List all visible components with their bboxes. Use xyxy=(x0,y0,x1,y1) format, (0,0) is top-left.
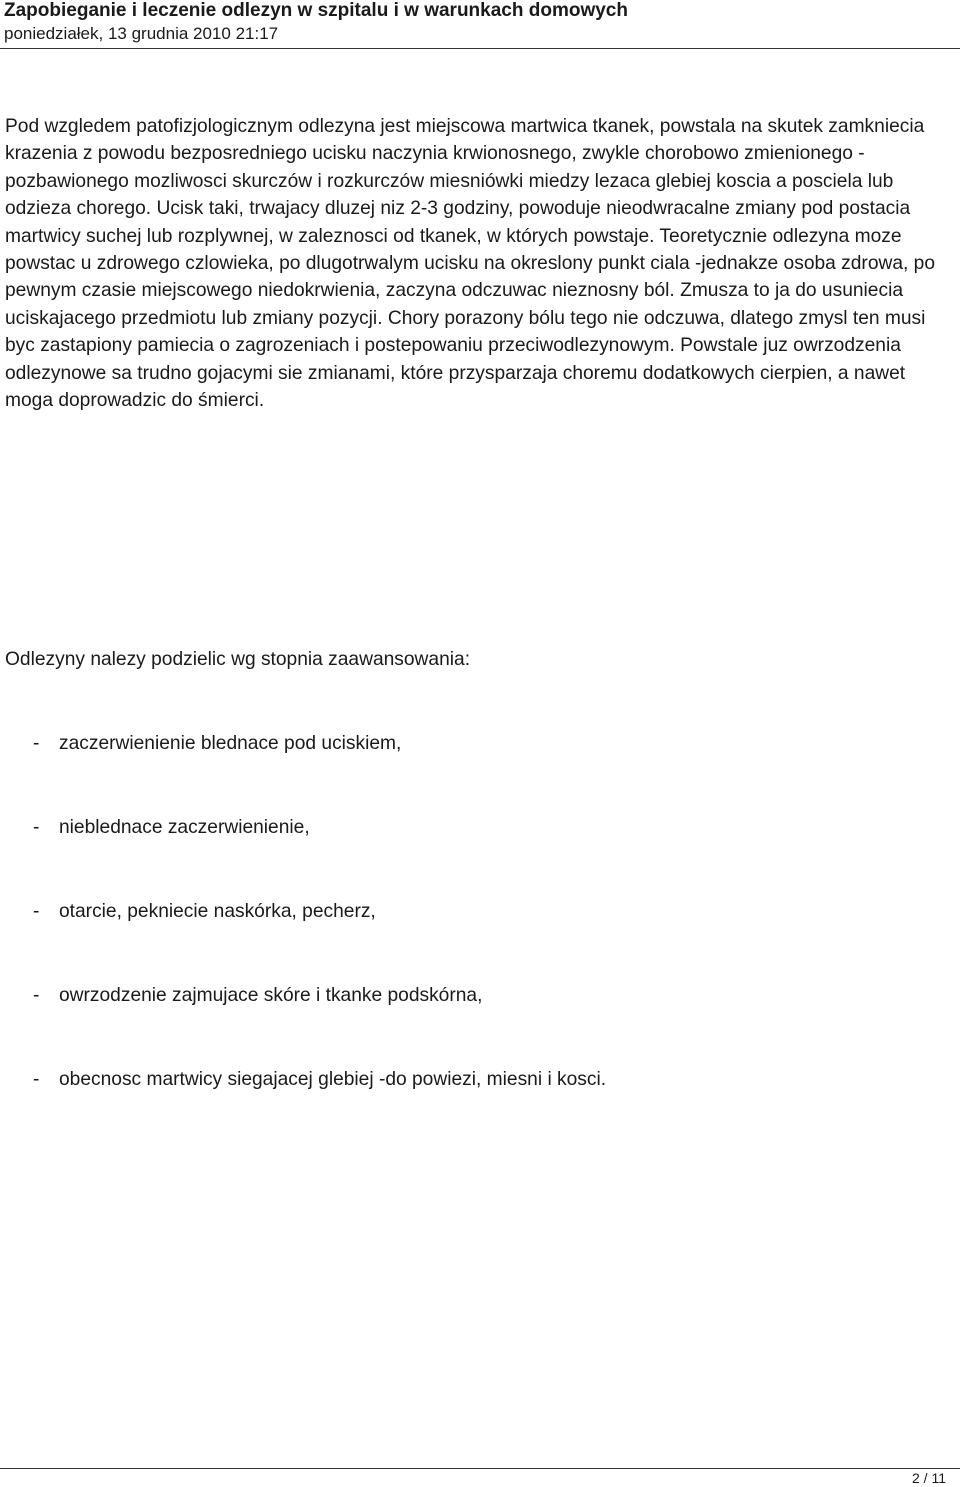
list-item xyxy=(5,1066,606,1093)
footer-divider xyxy=(0,1468,960,1469)
list-dash: - xyxy=(33,985,40,1006)
list-item-text: owrzodzenie zajmujace skóre i tkanke podskórna, xyxy=(59,985,483,1006)
header-divider xyxy=(0,48,960,49)
list-dash: - xyxy=(33,1069,40,1090)
list-dash: - xyxy=(33,733,40,754)
list-dash: - xyxy=(33,901,40,922)
document-title: Zapobieganie i leczenie odlezyn w szpitalu i w warunkach domowych xyxy=(4,0,628,21)
list-item-text: otarcie, pekniecie naskórka, pecherz, xyxy=(59,901,376,922)
body-paragraph: Pod wzgledem patofizjologicznym odlezyna jest miejscowa martwica tkanek, powstala na skutek zamkniecia krazenia z powodu bezposredniego ucisku naczynia krwionosnego, zwykle chorobowo zmienionego -pozbawionego mozliwosci skurczów i rozkurczów miesniówki miedzy lezaca glebiej koscia a posciela lub odzieza chorego. Ucisk taki, trwajacy dluzej niz 2-3 godziny, powoduje nieodwracalne zmiany pod postacia martwicy suchej lub rozplywnej, w zaleznosci od tkanek, w których powstaje. Teoretycznie odlezyna moze powstac u zdrowego czlowieka, po dlugotrwalym ucisku na okreslony punkt ciala -jednakze osoba zdrowa, po pewnym czasie miejscowego niedokrwienia, zaczyna odczuwac nieznosny ból. Zmusza to ja do usuniecia uciskajacego przedmiotu lub zmiany pozycji. Chory porazony bólu tego nie odczuwa, dlatego zmysl ten musi byc zastapiony pamiecia o zagrozeniach i postepowaniu przeciwodlezynowym. Powstale juz owrzodzenia odlezynowe sa trudno gojacymi sie zmianami, które przysparzaja choremu dodatkowych cierpien, a nawet moga doprowadzic do śmierci. xyxy=(5,116,936,412)
list-item-text: obecnosc martwicy siegajacej glebiej -do powiezi, miesni i kosci. xyxy=(59,1069,607,1090)
page-number: 2 / 11 xyxy=(912,1470,946,1486)
list-item xyxy=(5,982,482,1009)
document-date: poniedziałek, 13 grudnia 2010 21:17 xyxy=(4,24,279,43)
page-header xyxy=(4,0,956,44)
list-dash: - xyxy=(33,817,40,838)
list-item xyxy=(5,898,376,925)
list-item-text: zaczerwienienie blednace pod uciskiem, xyxy=(59,733,402,754)
list-item xyxy=(5,814,310,841)
list-item xyxy=(5,730,401,757)
list-item-text: nieblednace zaczerwienienie, xyxy=(59,817,310,838)
section-heading: Odlezyny nalezy podzielic wg stopnia zaawansowania: xyxy=(5,649,471,670)
